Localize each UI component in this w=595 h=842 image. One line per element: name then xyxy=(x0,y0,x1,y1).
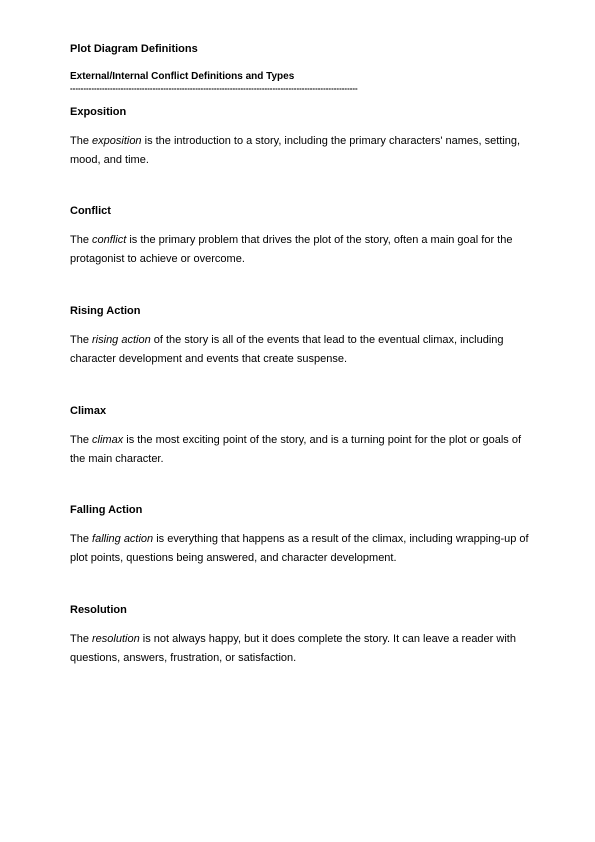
section-definition xyxy=(70,331,536,369)
definition-prefix: The xyxy=(70,334,93,346)
section-definition xyxy=(70,530,536,568)
section-heading: Falling Action xyxy=(70,504,143,516)
section-falling-action xyxy=(70,503,536,568)
section-definition xyxy=(70,630,536,668)
defined-term: resolution xyxy=(92,633,140,645)
section-climax xyxy=(70,404,536,469)
section-heading: Conflict xyxy=(70,205,111,217)
defined-term: exposition xyxy=(92,135,142,147)
section-definition xyxy=(70,132,536,170)
section-exposition xyxy=(70,105,536,170)
section-definition xyxy=(70,431,536,469)
definition-prefix: The xyxy=(70,135,93,147)
definition-text: is the introduction to a story, including the primary characters' names, setting, mood, and time. xyxy=(70,135,521,166)
defined-term: falling action xyxy=(92,533,154,545)
definition-text: is not always happy, but it does complete the story. It can leave a reader with questions, answers, frustration, or satisfaction. xyxy=(70,633,516,664)
definition-prefix: The xyxy=(70,533,93,545)
definition-text: of the story is all of the events that lead to the eventual climax, including character development and events that create suspense. xyxy=(70,334,504,365)
section-heading: Exposition xyxy=(70,106,127,118)
definition-text: is everything that happens as a result of the climax, including wrapping-up of plot points, questions being answered, and character development. xyxy=(70,533,529,564)
defined-term: climax xyxy=(92,434,124,446)
definition-prefix: The xyxy=(70,434,93,446)
section-heading: Resolution xyxy=(70,604,127,616)
definition-prefix: The xyxy=(70,234,93,246)
definition-prefix: The xyxy=(70,633,93,645)
document-subtitle: External/Internal Conflict Definitions and Types xyxy=(70,71,295,82)
defined-term: rising action xyxy=(92,334,151,346)
section-heading: Climax xyxy=(70,405,107,417)
dashed-divider: ------------------------------------------------------------------------------------------------------------ xyxy=(70,84,358,93)
section-resolution xyxy=(70,603,536,668)
section-conflict xyxy=(70,204,536,269)
section-definition xyxy=(70,231,536,269)
section-rising-action xyxy=(70,304,536,369)
section-heading: Rising Action xyxy=(70,305,141,317)
definition-text: is the primary problem that drives the plot of the story, often a main goal for the protagonist to achieve or overcome. xyxy=(70,234,513,265)
definition-text: is the most exciting point of the story, and is a turning point for the plot or goals of the main character. xyxy=(70,434,522,465)
defined-term: conflict xyxy=(92,234,127,246)
document-title: Plot Diagram Definitions xyxy=(70,43,198,55)
